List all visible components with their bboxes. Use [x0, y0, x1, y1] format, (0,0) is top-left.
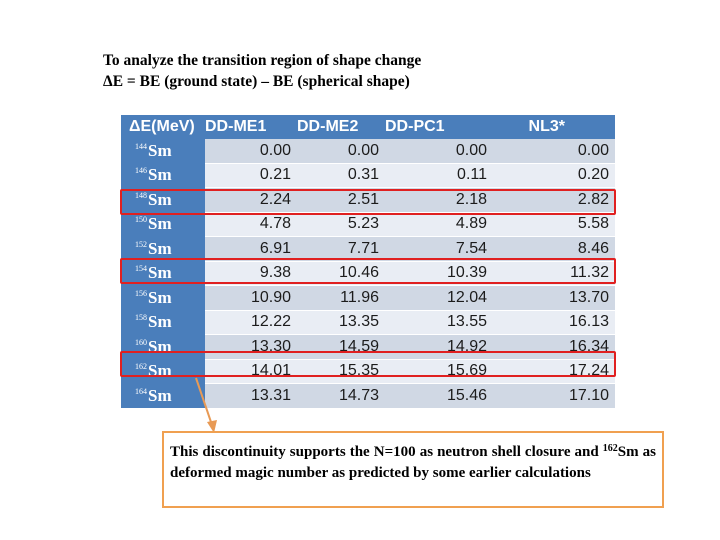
note-box — [162, 431, 664, 508]
column-header: DD-ME1 — [205, 115, 297, 139]
energy-value-cell: 4.78 — [205, 212, 297, 237]
energy-value-cell: 0.00 — [205, 139, 297, 163]
element-symbol: Sm — [148, 361, 172, 381]
energy-value-cell: 13.35 — [297, 310, 385, 335]
element-symbol: Sm — [148, 141, 172, 160]
energy-value-cell: 2.51 — [297, 188, 385, 213]
mass-number: 164 — [135, 386, 147, 396]
note-text-end: Sm as deformed magic number as predicted by some earlier calculations — [170, 444, 656, 481]
energy-value-cell: 14.73 — [297, 384, 385, 409]
mass-number: 148 — [135, 190, 147, 200]
energy-value-cell: 0.00 — [385, 139, 493, 163]
element-symbol: Sm — [148, 287, 172, 307]
energy-value-cell: 0.00 — [493, 139, 615, 163]
note-text-start: This discontinuity supports the N=100 as neutron shell closure and — [170, 444, 603, 460]
column-header: DD-ME2 — [297, 115, 385, 139]
energy-value-cell: 14.59 — [297, 335, 385, 360]
energy-value-cell: 8.46 — [493, 237, 615, 262]
energy-value-cell: 2.82 — [493, 188, 615, 213]
energy-value-cell: 9.38 — [205, 261, 297, 286]
element-symbol: Sm — [148, 238, 172, 258]
energy-value-cell: 12.22 — [205, 310, 297, 335]
mass-number: 150 — [135, 215, 147, 225]
heading-line-2: ΔE = BE (ground state) – BE (spherical shape) — [103, 73, 410, 90]
mass-number: 156 — [135, 288, 147, 298]
energy-value-cell: 16.34 — [493, 335, 615, 360]
energy-value-cell: 12.04 — [385, 286, 493, 311]
column-header: DD-PC1 — [385, 115, 493, 139]
element-symbol: Sm — [148, 312, 172, 332]
element-symbol: Sm — [148, 385, 172, 405]
energy-value-cell: 11.32 — [493, 261, 615, 286]
energy-value-cell: 13.70 — [493, 286, 615, 311]
energy-value-cell: 0.00 — [297, 139, 385, 163]
energy-value-cell: 10.46 — [297, 261, 385, 286]
energy-value-cell: 17.24 — [493, 359, 615, 384]
energy-value-cell: 0.11 — [385, 163, 493, 188]
energy-value-cell: 15.69 — [385, 359, 493, 384]
energy-value-cell: 13.31 — [205, 384, 297, 409]
energy-value-cell: 7.71 — [297, 237, 385, 262]
energy-value-cell: 16.13 — [493, 310, 615, 335]
mass-number: 152 — [135, 239, 147, 249]
energy-value-cell: 14.92 — [385, 335, 493, 360]
heading-line-1: To analyze the transition region of shape change — [103, 52, 422, 69]
element-symbol: Sm — [148, 214, 172, 234]
energy-value-cell: 14.01 — [205, 359, 297, 384]
element-symbol: Sm — [148, 263, 172, 283]
energy-value-cell: 13.55 — [385, 310, 493, 335]
energy-value-cell: 2.24 — [205, 188, 297, 213]
energy-value-cell: 2.18 — [385, 188, 493, 213]
element-symbol: Sm — [148, 165, 172, 185]
mass-number: 146 — [135, 166, 147, 176]
energy-value-cell: 5.58 — [493, 212, 615, 237]
mass-number: 160 — [135, 337, 147, 347]
energy-value-cell: 15.35 — [297, 359, 385, 384]
note-mass-number: 162 — [602, 443, 618, 454]
mass-number: 144 — [135, 142, 147, 151]
energy-value-cell: 6.91 — [205, 237, 297, 262]
energy-value-cell: 10.39 — [385, 261, 493, 286]
element-symbol: Sm — [148, 189, 172, 209]
mass-number: 154 — [135, 264, 147, 274]
column-header: NL3* — [493, 115, 615, 139]
energy-value-cell: 15.46 — [385, 384, 493, 409]
energy-value-cell: 0.31 — [297, 163, 385, 188]
energy-value-cell: 0.21 — [205, 163, 297, 188]
energy-value-cell: 5.23 — [297, 212, 385, 237]
energy-value-cell: 17.10 — [493, 384, 615, 409]
mass-number: 162 — [135, 362, 147, 372]
element-symbol: Sm — [148, 336, 172, 356]
column-header: ΔE(MeV) — [121, 115, 205, 139]
energy-value-cell: 4.89 — [385, 212, 493, 237]
energy-value-cell: 7.54 — [385, 237, 493, 262]
energy-value-cell: 13.30 — [205, 335, 297, 360]
energy-value-cell: 0.20 — [493, 163, 615, 188]
energy-value-cell: 11.96 — [297, 286, 385, 311]
mass-number: 158 — [135, 313, 147, 323]
energy-value-cell: 10.90 — [205, 286, 297, 311]
